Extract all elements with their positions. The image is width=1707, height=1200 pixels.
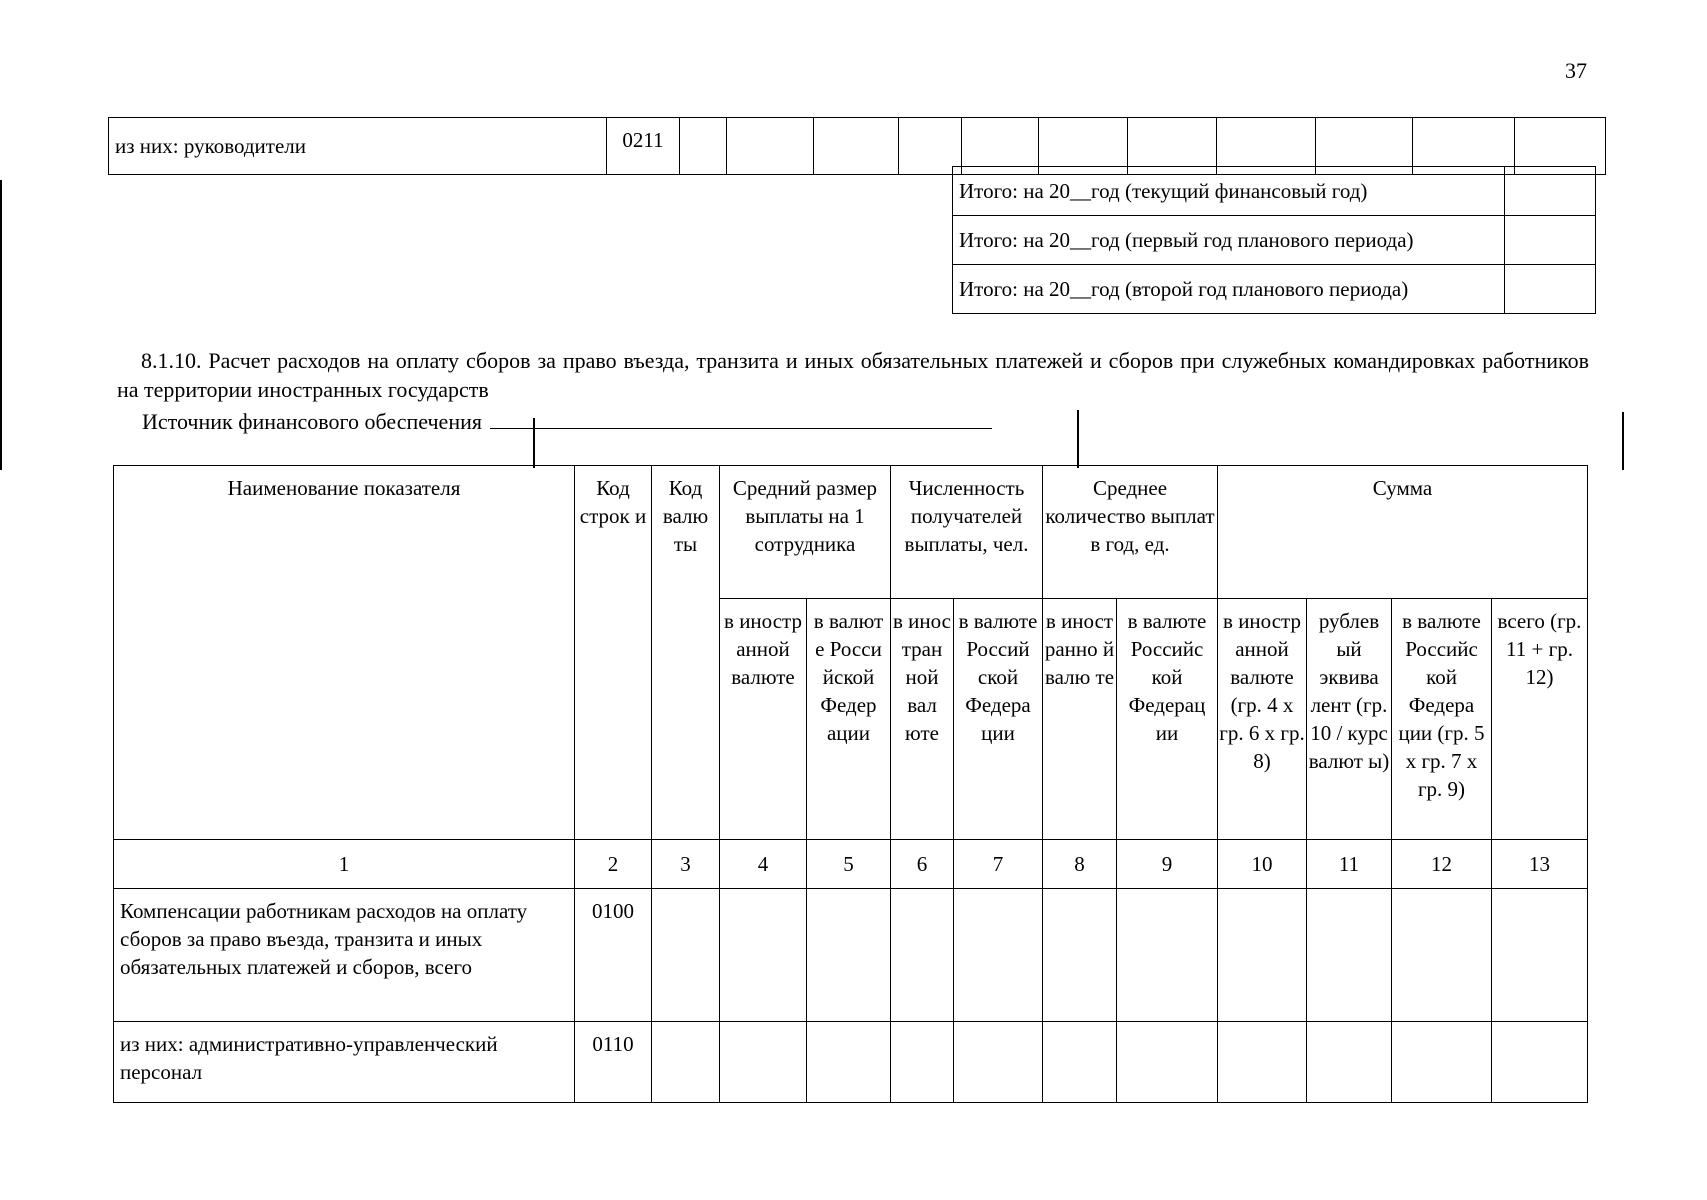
header-currency-code: Код валю ты [652,466,720,840]
scan-mark [1622,412,1624,470]
column-number: 12 [1392,840,1492,889]
table-cell [1218,889,1307,1022]
column-number: 11 [1307,840,1392,889]
subheader-cell: в инос тран ной вал юте [891,599,954,840]
scan-mark [533,418,535,468]
subheader-cell: в валют е Росси йской Федер ации [807,599,891,840]
table-cell [891,889,954,1022]
table-cell [720,1022,807,1103]
row-label: из них: руководители [109,118,607,175]
table-cell [1218,1022,1307,1103]
total-row [953,216,1596,265]
subheader-cell: в иностр анной валюте [720,599,807,840]
table-cell [1307,889,1392,1022]
table-cell [1307,1022,1392,1103]
column-number: 1 [114,840,575,889]
header-recipients: Численность получателей выплаты, чел. [891,466,1043,599]
row-code: 0100 [575,889,652,1022]
subheader-cell: рублев ый эквива лент (гр. 10 / курс валют ы) [1307,599,1392,840]
table-cell [1043,889,1117,1022]
table-cell [807,1022,891,1103]
column-number: 6 [891,840,954,889]
funding-source-line [142,406,992,436]
table-cell [954,889,1043,1022]
header-name: Наименование показателя [114,466,575,840]
subheader-cell: в валюте Российс кой Федерац ии [1117,599,1218,840]
table-cell [814,118,899,175]
total-label: Итого: на 20__год (первый год планового периода) [953,216,1505,265]
expense-calculation-table [113,465,1588,1103]
total-value [1505,167,1596,216]
column-number: 3 [652,840,720,889]
table-cell [680,118,727,175]
table-cell [807,889,891,1022]
table-cell [1492,889,1588,1022]
page-number: 37 [1565,58,1587,83]
subheader-cell: в валюте Российс кой Федера ции (гр. 5 х гр. 7 х гр. 9) [1392,599,1492,840]
total-label: Итого: на 20__год (второй год планового периода) [953,265,1505,314]
column-number: 7 [954,840,1043,889]
header-avg-count: Среднее количество выплат в год, ед. [1043,466,1218,599]
row-name: из них: административно-управленческий персонал [114,1022,575,1103]
table-cell [1492,1022,1588,1103]
totals-table [952,166,1596,314]
total-value [1505,265,1596,314]
table-cell [1117,1022,1218,1103]
table-cell [1117,889,1218,1022]
total-label: Итого: на 20__год (текущий финансовый год) [953,167,1505,216]
column-number-row [114,840,1588,889]
header-row [114,466,1588,599]
column-number: 5 [807,840,891,889]
table-cell [891,1022,954,1103]
scan-mark [0,180,2,470]
section-title: 8.1.10. Расчет расходов на оплату сборов за право въезда, транзита и иных обязательных платежей и сборов при служебных командировках работников на территории иностранных государств [117,348,1589,402]
table-cell [727,118,814,175]
column-number: 9 [1117,840,1218,889]
scan-mark [1077,410,1079,468]
table-cell [954,1022,1043,1103]
subheader-cell: всего (гр. 11 + гр. 12) [1492,599,1588,840]
header-row-code: Код строк и [575,466,652,840]
table-row [114,889,1588,1022]
table-cell [652,889,720,1022]
total-value [1505,216,1596,265]
subheader-cell: в иностр анной валюте (гр. 4 х гр. 6 х гр. 8) [1218,599,1307,840]
table-cell [1043,1022,1117,1103]
total-row [953,265,1596,314]
table-cell [652,1022,720,1103]
subheader-cell: в иност ранно й валю те [1043,599,1117,840]
row-name: Компенсации работникам расходов на оплату сборов за право въезда, транзита и иных обязательных платежей и сборов, всего [114,889,575,1022]
header-sum: Сумма [1218,466,1588,599]
table-cell [1392,1022,1492,1103]
column-number: 10 [1218,840,1307,889]
column-number: 4 [720,840,807,889]
row-code: 0211 [607,118,680,175]
header-avg-payment: Средний размер выплаты на 1 сотрудника [720,466,891,599]
table-cell [720,889,807,1022]
subheader-cell: в валюте Россий ской Федера ции [954,599,1043,840]
column-number: 2 [575,840,652,889]
funding-source-label: Источник финансового обеспечения [142,409,482,434]
column-number: 13 [1492,840,1588,889]
table-cell [1392,889,1492,1022]
column-number: 8 [1043,840,1117,889]
funding-source-blank [490,406,992,429]
row-code: 0110 [575,1022,652,1103]
table-row [114,1022,1588,1103]
total-row [953,167,1596,216]
